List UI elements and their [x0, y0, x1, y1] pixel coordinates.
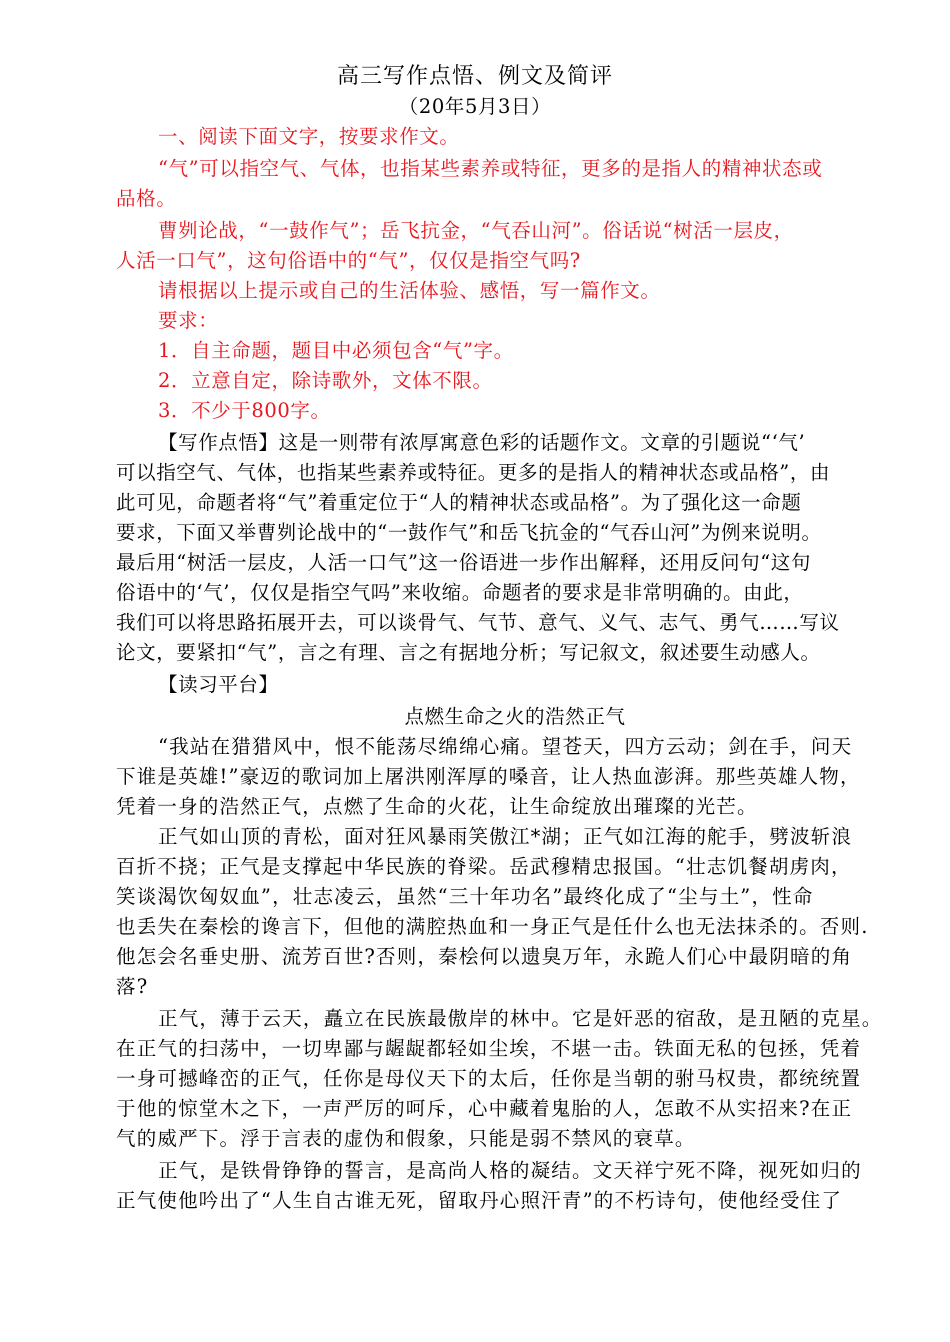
essay-title: 点燃生命之火的浩然正气	[404, 705, 626, 728]
prompt-paragraph-2: 曹刿论战，“一鼓作气”；岳飞抗金，“气吞山河”。俗话说“树活一层皮，	[158, 219, 794, 242]
essay-line: 落?	[116, 975, 149, 998]
essay-line: 凭着一身的浩然正气，点燃了生命的火花，让生命绽放出璀璨的光芒。	[116, 795, 758, 818]
essay-line: 正气使他吟出了“人生自古谁无死，留取丹心照汗青”的不朽诗句，使他经受住了	[116, 1189, 843, 1212]
essay-line: 气的威严下。浮于言表的虚伪和假象，只能是弱不禁风的衰草。	[116, 1127, 696, 1150]
essay-line: 一身可撼峰峦的正气，任你是母仪天下的太后，任你是当朝的驸马权贵，都统统置	[116, 1067, 862, 1090]
analysis-line: 最后用“树活一层皮，人活一口气”这一俗语进一步作出解释，还用反问句“这句	[116, 551, 812, 574]
requirement-3: 3．不少于800字。	[158, 399, 331, 422]
essay-line: 于他的惊堂木之下，一声严厉的呵斥，心中藏着鬼胎的人，怎敢不从实招来?在正	[116, 1097, 853, 1120]
prompt-paragraph-1-cont: 品格。	[116, 187, 177, 210]
analysis-line: 【写作点悟】这是一则带有浓厚寓意色彩的话题作文。文章的引题说“‘气’	[158, 431, 806, 454]
essay-line: 在正气的扫荡中，一切卑鄙与龌龊都轻如尘埃，不堪一击。铁面无私的包拯，凭着	[116, 1037, 862, 1060]
analysis-line: 论文，要紧扣“气”，言之有理、言之有据地分析；写记叙文，叙述要生动感人。	[116, 641, 821, 664]
requirement-2: 2．立意自定，除诗歌外，文体不限。	[158, 369, 493, 392]
essay-line: 笑谈渴饮匈奴血”，壮志凌云，虽然“三十年功名”最终化成了“尘与土”，性命	[116, 885, 814, 908]
prompt-heading: 一、阅读下面文字，按要求作文。	[158, 125, 460, 148]
essay-line: 正气如山顶的青松，面对狂风暴雨笑傲江*湖；正气如江海的舵手，劈波斩浪	[158, 825, 853, 848]
requirement-1: 1．自主命题，题目中必须包含“气”字。	[158, 339, 514, 362]
prompt-paragraph-1: “气”可以指空气、气体，也指某些素养或特征，更多的是指人的精神状态或	[158, 157, 823, 180]
analysis-line: 可以指空气、气体，也指某些素养或特征。更多的是指人的精神状态或品格”，由	[116, 461, 831, 484]
analysis-line: 我们可以将思路拓展开去，可以谈骨气、气节、意气、义气、志气、勇气……写议	[116, 611, 840, 634]
essay-line: 下谁是英雄!”豪迈的歌词加上屠洪刚浑厚的嗓音，让人热血澎湃。那些英雄人物，	[116, 765, 861, 788]
essay-line: 百折不挠；正气是支撑起中华民族的脊梁。岳武穆精忠报国。“壮志饥餐胡虏肉，	[116, 855, 852, 878]
analysis-line: 要求，下面又举曹刿论战中的“一鼓作气”和岳飞抗金的“气吞山河”为例来说明。	[116, 521, 822, 544]
page-title: 高三写作点悟、例文及简评	[336, 64, 613, 89]
analysis-line: 俗语中的‘气’，仅仅是指空气吗”来收缩。命题者的要求是非常明确的。由此，	[116, 581, 804, 604]
essay-line: 他怎会名垂史册、流芳百世?否则，秦桧何以遗臭万年，永跪人们心中最阴暗的角	[116, 945, 853, 968]
essay-line: “我站在猎猎风中，恨不能荡尽绵绵心痛。望苍天，四方云动；剑在手，问天	[158, 735, 853, 758]
essay-line: 正气，薄于云天，矗立在民族最傲岸的林中。它是奸恶的宿敌，是丑陋的克星。	[158, 1007, 883, 1030]
essay-line: 正气，是铁骨铮铮的誓言，是高尚人格的凝结。文天祥宁死不降，视死如归的	[158, 1159, 862, 1182]
prompt-paragraph-2-cont: 人活一口气”，这句俗语中的“气”，仅仅是指空气吗?	[116, 249, 581, 272]
requirements-heading: 要求：	[158, 309, 219, 332]
reading-heading: 【读习平台】	[158, 673, 279, 696]
analysis-line: 此可见，命题者将“气”着重定位于“人的精神状态或品格”。为了强化这一命题	[116, 491, 802, 514]
page-date: （20年5月3日）	[398, 95, 552, 118]
prompt-paragraph-3: 请根据以上提示或自己的生活体验、感悟，写一篇作文。	[158, 279, 661, 302]
essay-line: 也丢失在秦桧的谗言下，但他的满腔热血和一身正气是任什么也无法抹杀的。否则.	[116, 915, 869, 938]
